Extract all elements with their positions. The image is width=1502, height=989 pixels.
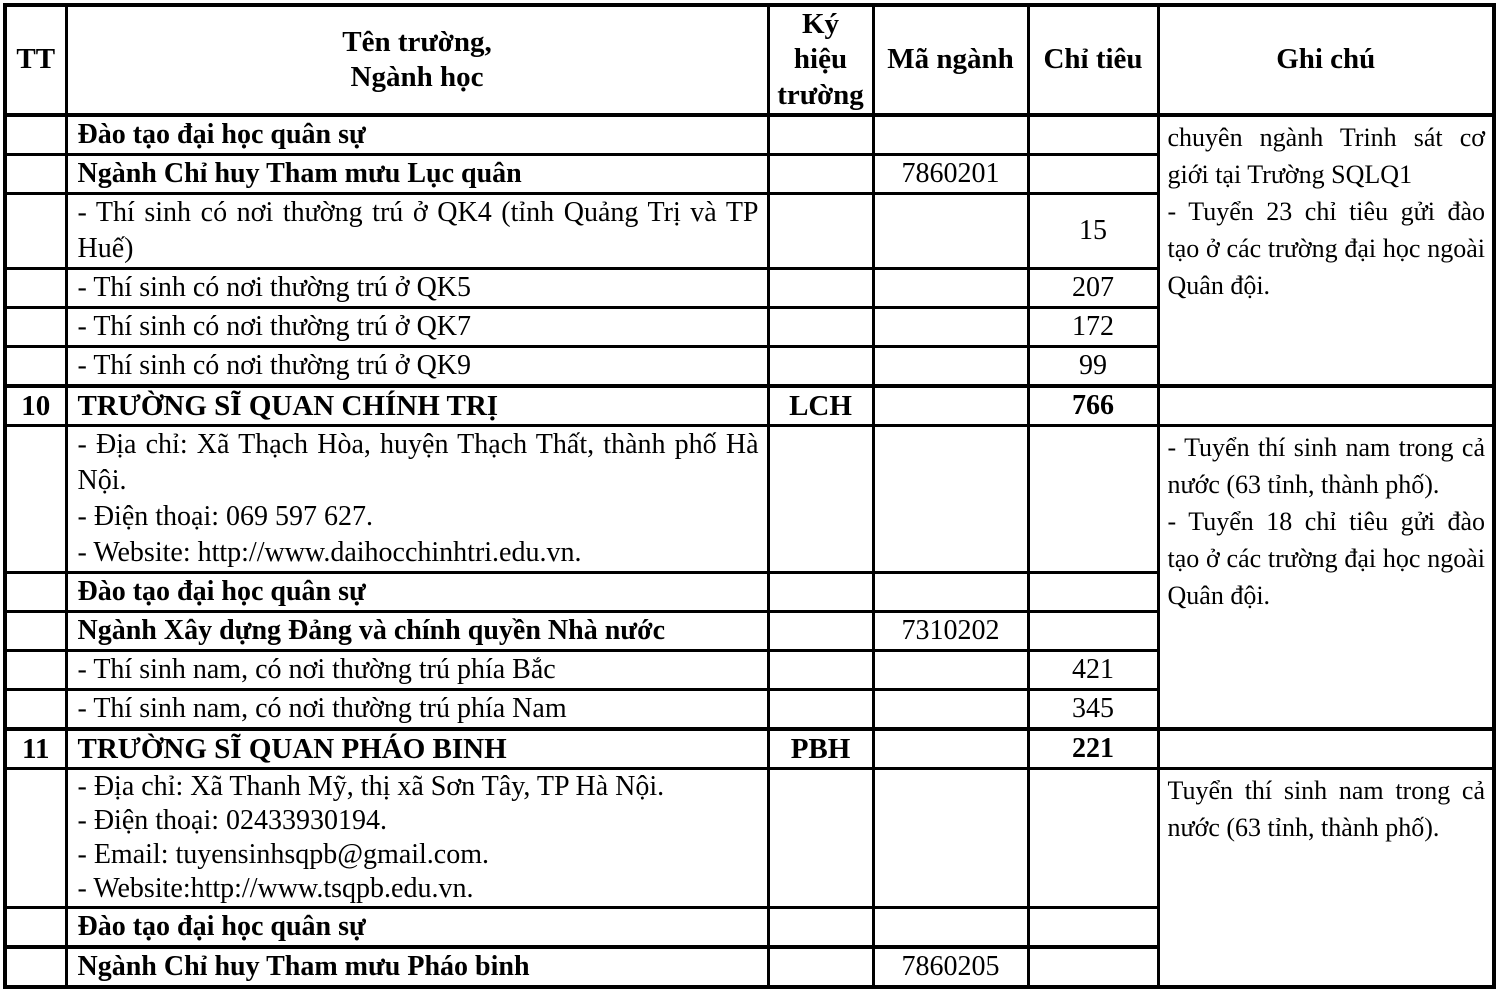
table-row-school-10 bbox=[5, 386, 1494, 426]
row-school-code bbox=[768, 769, 873, 908]
row-name: Đào tạo đại học quân sự bbox=[66, 115, 768, 155]
phone-line: - Điện thoại: 02433930194. bbox=[77, 805, 388, 837]
row-quota: 766 bbox=[1028, 386, 1158, 426]
row-tt: 10 bbox=[5, 386, 66, 426]
row-tt bbox=[5, 347, 66, 387]
admissions-quota-table bbox=[3, 3, 1496, 989]
row-quota bbox=[1028, 426, 1158, 573]
row-school-code bbox=[768, 347, 873, 387]
row-tt bbox=[5, 612, 66, 651]
note-cell-empty bbox=[1158, 386, 1494, 426]
row-tt bbox=[5, 908, 66, 948]
row-name: - Thí sinh có nơi thường trú ở QK4 (tỉnh Quảng Trị và TP Huế) bbox=[66, 194, 768, 269]
row-tt bbox=[5, 308, 66, 347]
row-contact-info bbox=[66, 426, 768, 573]
col-header-school-name-line1: Tên trường, bbox=[342, 25, 492, 58]
row-quota bbox=[1028, 612, 1158, 651]
row-name: - Thí sinh nam, có nơi thường trú phía Bắc bbox=[66, 651, 768, 690]
row-major-code: 7860201 bbox=[873, 155, 1028, 194]
row-major-code bbox=[873, 573, 1028, 612]
note-cell-section-3 bbox=[1158, 769, 1494, 988]
col-header-quota: Chỉ tiêu bbox=[1028, 5, 1158, 115]
note-paragraph: Tuyển thí sinh nam trong cả nước (63 tỉnh, thành phố). bbox=[1167, 776, 1485, 843]
row-quota: 15 bbox=[1028, 194, 1158, 269]
row-quota: 345 bbox=[1028, 690, 1158, 730]
row-major-code bbox=[873, 690, 1028, 730]
row-major-code bbox=[873, 651, 1028, 690]
row-tt bbox=[5, 115, 66, 155]
row-contact-info bbox=[66, 769, 768, 908]
row-tt bbox=[5, 947, 66, 987]
row-tt bbox=[5, 426, 66, 573]
header-row bbox=[5, 5, 1494, 115]
row-school-code: LCH bbox=[768, 386, 873, 426]
table-row-school-11 bbox=[5, 729, 1494, 769]
note-paragraph: chuyên ngành Trinh sát cơ giới tại Trường SQLQ1 bbox=[1167, 123, 1485, 190]
col-header-major-code: Mã ngành bbox=[873, 5, 1028, 115]
note-cell-empty bbox=[1158, 729, 1494, 769]
row-major-code bbox=[873, 347, 1028, 387]
row-quota bbox=[1028, 573, 1158, 612]
row-school-code bbox=[768, 426, 873, 573]
row-school-code bbox=[768, 947, 873, 987]
row-tt bbox=[5, 155, 66, 194]
row-quota: 221 bbox=[1028, 729, 1158, 769]
row-quota: 421 bbox=[1028, 651, 1158, 690]
table-row-contact bbox=[5, 426, 1494, 573]
row-name: Đào tạo đại học quân sự bbox=[66, 573, 768, 612]
col-header-school-code: Ký hiệu trường bbox=[768, 5, 873, 115]
address-line: - Địa chỉ: Xã Thanh Mỹ, thị xã Sơn Tây, TP Hà Nội. bbox=[77, 771, 665, 803]
table-row-contact bbox=[5, 769, 1494, 908]
col-header-tt: TT bbox=[5, 5, 66, 115]
row-school-code bbox=[768, 269, 873, 308]
row-name: - Thí sinh nam, có nơi thường trú phía Nam bbox=[66, 690, 768, 730]
row-school-code bbox=[768, 155, 873, 194]
row-school-code bbox=[768, 308, 873, 347]
row-school-code bbox=[768, 194, 873, 269]
row-major-code bbox=[873, 269, 1028, 308]
row-school-code bbox=[768, 612, 873, 651]
row-quota: 172 bbox=[1028, 308, 1158, 347]
row-school-code bbox=[768, 690, 873, 730]
row-name: Ngành Chỉ huy Tham mưu Lục quân bbox=[66, 155, 768, 194]
col-header-note: Ghi chú bbox=[1158, 5, 1494, 115]
row-name: TRƯỜNG SĨ QUAN PHÁO BINH bbox=[66, 729, 768, 769]
note-paragraph: - Tuyển 23 chỉ tiêu gửi đào tạo ở các trường đại học ngoài Quân đội. bbox=[1167, 197, 1485, 301]
row-school-code bbox=[768, 115, 873, 155]
col-header-school-name bbox=[66, 5, 768, 115]
email-line: - Email: tuyensinhsqpb@gmail.com. bbox=[77, 839, 490, 871]
table-row bbox=[5, 115, 1494, 155]
row-major-code bbox=[873, 194, 1028, 269]
row-tt bbox=[5, 651, 66, 690]
address-line: - Địa chỉ: Xã Thạch Hòa, huyện Thạch Thất, thành phố Hà Nội. bbox=[77, 429, 759, 497]
row-name: Ngành Chỉ huy Tham mưu Pháo binh bbox=[66, 947, 768, 987]
row-name: - Thí sinh có nơi thường trú ở QK7 bbox=[66, 308, 768, 347]
row-school-code bbox=[768, 573, 873, 612]
row-major-code bbox=[873, 308, 1028, 347]
row-major-code: 7310202 bbox=[873, 612, 1028, 651]
row-tt: 11 bbox=[5, 729, 66, 769]
row-name: Ngành Xây dựng Đảng và chính quyền Nhà nước bbox=[66, 612, 768, 651]
row-major-code: 7860205 bbox=[873, 947, 1028, 987]
row-name: TRƯỜNG SĨ QUAN CHÍNH TRỊ bbox=[66, 386, 768, 426]
note-paragraph: - Tuyển thí sinh nam trong cả nước (63 tỉnh, thành phố). bbox=[1167, 433, 1485, 500]
row-major-code bbox=[873, 769, 1028, 908]
row-tt bbox=[5, 690, 66, 730]
row-major-code bbox=[873, 426, 1028, 573]
phone-line: - Điện thoại: 069 597 627. bbox=[77, 501, 374, 533]
row-quota bbox=[1028, 908, 1158, 948]
row-school-code bbox=[768, 908, 873, 948]
row-name: - Thí sinh có nơi thường trú ở QK9 bbox=[66, 347, 768, 387]
row-quota bbox=[1028, 115, 1158, 155]
row-major-code bbox=[873, 908, 1028, 948]
website-line: - Website:http://www.tsqpb.edu.vn. bbox=[77, 873, 474, 905]
row-tt bbox=[5, 769, 66, 908]
row-major-code bbox=[873, 115, 1028, 155]
website-line: - Website: http://www.daihocchinhtri.edu.vn. bbox=[77, 537, 582, 569]
row-quota bbox=[1028, 947, 1158, 987]
row-quota bbox=[1028, 155, 1158, 194]
row-quota bbox=[1028, 769, 1158, 908]
row-school-code bbox=[768, 651, 873, 690]
note-paragraph: - Tuyển 18 chỉ tiêu gửi đào tạo ở các trường đại học ngoài Quân đội. bbox=[1167, 507, 1485, 611]
row-major-code bbox=[873, 729, 1028, 769]
row-name: - Thí sinh có nơi thường trú ở QK5 bbox=[66, 269, 768, 308]
row-school-code: PBH bbox=[768, 729, 873, 769]
col-header-school-name-line2: Ngành học bbox=[350, 61, 484, 94]
row-name: Đào tạo đại học quân sự bbox=[66, 908, 768, 948]
row-tt bbox=[5, 573, 66, 612]
row-tt bbox=[5, 269, 66, 308]
row-quota: 99 bbox=[1028, 347, 1158, 387]
row-tt bbox=[5, 194, 66, 269]
note-cell-section-2 bbox=[1158, 426, 1494, 730]
row-quota: 207 bbox=[1028, 269, 1158, 308]
row-major-code bbox=[873, 386, 1028, 426]
note-cell-section-1 bbox=[1158, 115, 1494, 386]
